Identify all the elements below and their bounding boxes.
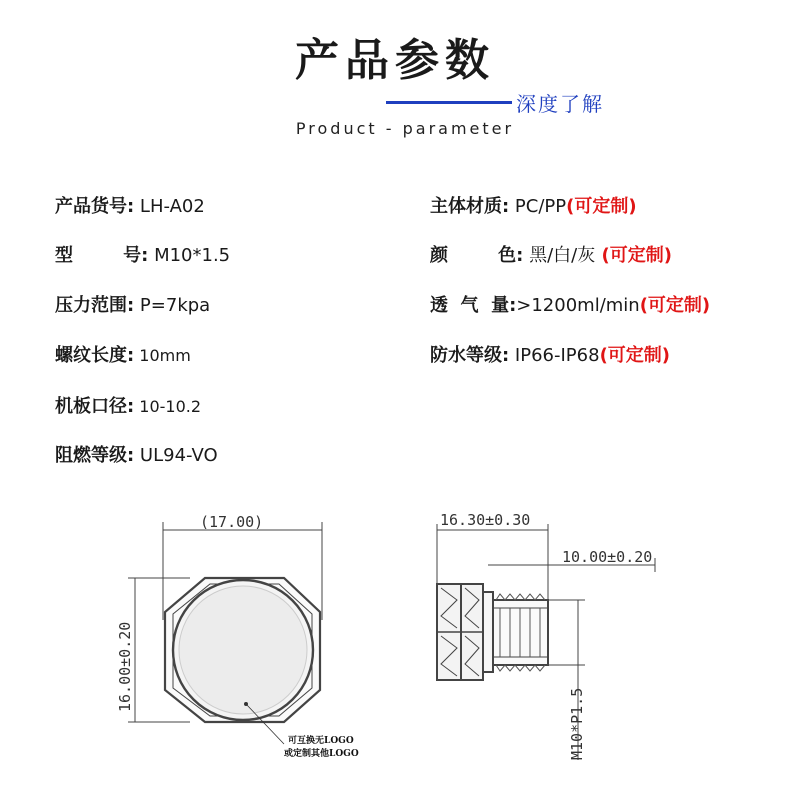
spec-label: 颜 色: — [430, 245, 524, 266]
customizable-tag: (可定制) — [595, 245, 672, 266]
customizable-tag: (可定制) — [639, 295, 711, 316]
spec-value: LH-A02 — [134, 196, 205, 217]
spec-label: 压力范围: — [55, 295, 135, 316]
spec-value: IP66-IP68 — [509, 345, 600, 366]
front-width-dim: (17.00) — [200, 513, 264, 531]
spec-label: 产品货号: — [55, 196, 135, 217]
side-total-length-dim: 16.30±0.30 — [440, 511, 531, 529]
customizable-tag: (可定制) — [566, 196, 637, 217]
logo-note-line2: 或定制其他LOGO — [284, 749, 359, 759]
spec-value: P=7kpa — [134, 295, 211, 316]
spec-value: >1200ml/min — [516, 295, 640, 316]
spec-label: 型 号: — [55, 245, 149, 266]
customizable-tag: (可定制) — [599, 345, 671, 366]
side-thread-length-dim: 10.00±0.20 — [562, 548, 653, 566]
spec-label: 螺纹长度: — [55, 345, 135, 366]
spec-label: 防水等级: — [430, 345, 510, 366]
spec-label: 透 气 量: — [430, 295, 517, 316]
subtitle-en: Product - parameter — [295, 119, 515, 138]
spec-value: UL94-VO — [134, 445, 218, 466]
spec-label: 机板口径: — [55, 396, 135, 417]
spec-value: PC/PP — [509, 196, 567, 217]
page-title: 产品参数 — [295, 35, 495, 86]
subtitle-cn: 深度了解 — [516, 92, 604, 116]
front-height-dim: 16.00±0.20 — [116, 621, 134, 712]
spec-label: 阻燃等级: — [55, 445, 135, 466]
thread-spec-dim: M10*P1.5 — [568, 687, 586, 760]
spec-value: 10mm — [134, 346, 191, 365]
spec-value: M10*1.5 — [148, 245, 231, 266]
spec-label: 主体材质: — [430, 196, 510, 217]
spec-value: 黑/白/灰 — [523, 245, 596, 266]
logo-note-line1: 可互换无LOGO — [288, 736, 354, 746]
front-view-drawing — [128, 522, 322, 722]
spec-value: 10-10.2 — [134, 397, 202, 416]
